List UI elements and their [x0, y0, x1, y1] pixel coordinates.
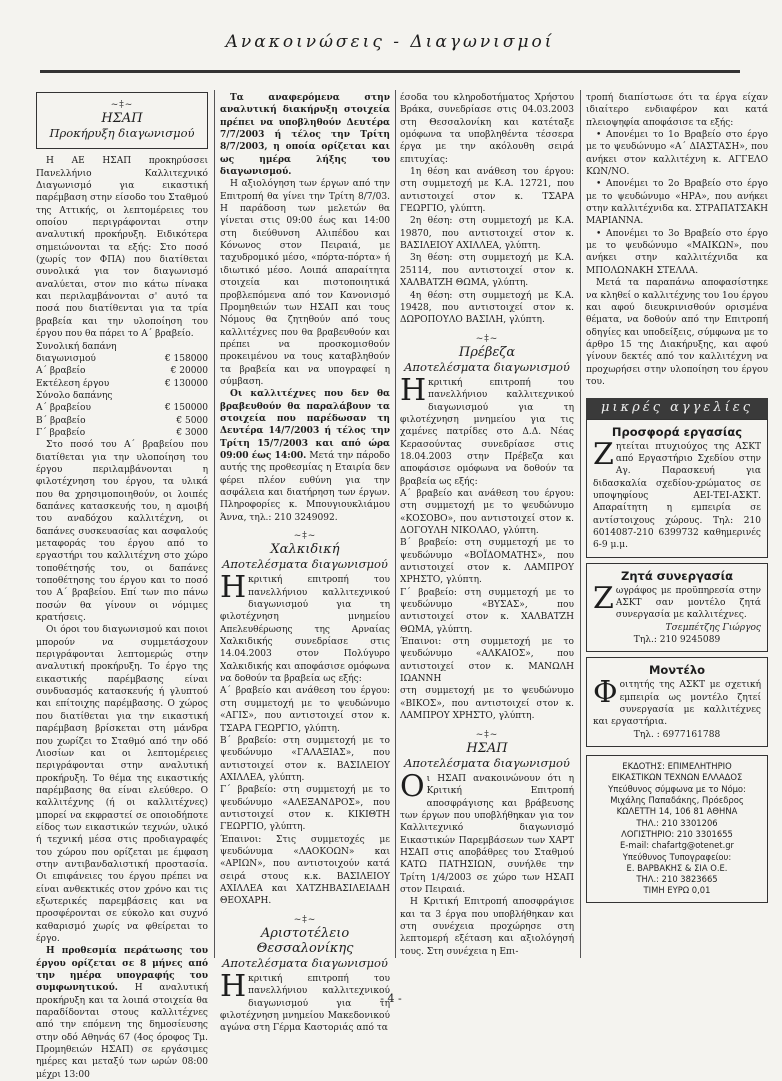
publisher-line: ΛΟΓΙΣΤΗΡΙΟ: 210 3301655	[621, 828, 733, 839]
paragraph: Στο ποσό του Α΄ βραβείου που διατίθεται για την υλοποίηση του έργου περιλαμβάνονται η φιλοτέχνηση του έργου, τα υλικά που θα χρησιμοποιηθούν, οι λοιπές δαπάνες κατασκευής του, η αμοιβή του αναδόχου καλλιτέχνη, οι δαπάνες συσκευασίας και ασφαλούς μεταφοράς του έργου από το εργαστήρι του καλλιτέχνη στο χώρο τοποθέτησής του, οι δαπάνες τοποθέτησης του έργου και το ποσό του Α΄ βραβείου. Επί των πιο πάνω ποσών θα γίνουν οι νόμιμες κρατήσεις.	[36, 440, 208, 624]
budget-heading: Σύνολο δαπάνης	[36, 390, 113, 401]
budget-heading: Συνολική δαπάνη	[36, 341, 117, 352]
paragraph: Γ΄ βραβείο: στη συμμετοχή με το ψευδώνυμο «ΒΥΣΑΣ», που αντιστοιχεί στον κ. ΧΑΛΒΑΤΖΗ ΘΩΜΑ, γλύπτη.	[400, 587, 574, 635]
section-title: Χαλκιδική	[270, 542, 340, 558]
ad-phone: Τηλ. : 6977161788	[633, 729, 721, 740]
ad-title: Προσφορά εργασίας	[611, 424, 743, 439]
section-subtitle: Αποτελέσματα διαγωνισμού	[222, 956, 388, 970]
paragraph: Οι ΗΣΑΠ ανακοινώνουν ότι η Κριτική Επιτροπή αποσφράγισης και βράβευσης των έργων που υποβλήθηκαν για τον Καλλιτεχνικό διαγωνισμό Εικαστικών Παρεμβάσεων των ΧΑΡΤ ΗΣΑΠ στις αποβάθρες του Σταθμού ΚΑΤΩ ΠΑΤΗΣΙΩΝ, συνήλθε την Τρίτη 1/4/2003 σε χώρο των ΗΣΑΠ στον Πειραιά.	[400, 768, 574, 895]
publisher-line: ΤΙΜΗ ΕΥΡΩ 0,01	[643, 885, 711, 896]
ad-text: Ζωγράφος με προϋπηρεσία στην ΑΣΚΤ σαν μοντέλο ζητά συνεργασία με καλλιτέχνες.	[593, 580, 761, 621]
paragraph: Έπαινοι: Στις συμμετοχές με ψευδώνυμα «ΛΑΟΚΟΩΝ» και «ΑΡΙΩΝ», που αντιστοιχούν κατά σειρά στους κ.κ. ΒΑΣΙΛΕΙΟΥ ΑΧΙΛΛΕΑ και ΧΑΤΖΗΒΑΣΙΛΕΙΑΔΗ ΘΕΟΧΑΡΗ.	[220, 834, 390, 907]
ad-contact-name: Τσεμπέτζης Γιώργος	[665, 622, 761, 633]
paragraph: Οι καλλιτέχνες που δεν θα βραβευθούν θα παραλάβουν τα στοιχεία που παρέδωσαν τη Δευτέρα 14/7/2003 ή τέλος την Τρίτη 15/7/2003 και από ώρα 09:00 έως 14:00. Μετά την πάροδο αυτής της προθεσμίας η Εταιρία δεν φέρει πλέον ευθύνη για την ασφάλεια και διατήρηση των έργων. Πληροφορίες κ. Μπουγιουκλιάμου Άννα, τηλ.: 210 3249092.	[220, 389, 390, 523]
paragraph: Β΄ βραβείο: στη συμμετοχή με το ψευδώνυμο «ΒΟΪΔΟΜΑΤΗΣ», που αντιστοιχεί στον κ. ΛΑΜΠΡΟΥ ΧΡΗΣΤΟ, γλύπτη.	[400, 538, 574, 586]
classified-ad	[586, 563, 768, 653]
column-divider	[395, 90, 396, 958]
paragraph: Ηκριτική επιτροπή του πανελλήνιου καλλιτεχνικού διαγωνισμού για τη φιλοτέχνηση μνημείου Απελευθέρωσης της Αρναίας Χαλκιδικής συνεδρίασε στις 14.04.2003 στον Πολύγυρο Χαλκιδικής και αποφάσισε ομόφωνα να δοθούν τα βραβεία ως εξής:	[220, 570, 390, 685]
paragraph: 2η θέση: στη συμμετοχή με Κ.Α. 19870, που αντιστοιχεί στον κ. ΒΑΣΙΛΕΙΟΥ ΑΧΙΛΛΕΑ, γλύπτη.	[400, 216, 574, 252]
paragraph: Η αξιολόγηση των έργων από την Επιτροπή θα γίνει την Τρίτη 8/7/03. Η παράδοση των μελετών θα γίνεται στις 09:00 έως και 14:00 στη διεύθυνση Αλιπέδου και Κόνωνος στον Πειραιά, με ταχυδρομικό μέσο, «πόρτα-πόρτα» ή ιδιωτικό μέσο. Λοιπά απαραίτητα στοιχεία και πιστοποιητικά προβλεπόμενα από τον Κανονισμό Προμηθειών των ΗΣΑΠ και τους Νόμους θα ζητηθούν από τους καλλιτέχνες που θα βραβευθούν και πρέπει να προσκομισθούν προκειμένου να τους καταβληθούν τα βραβεία και να υπογραφεί η σύμβαση.	[220, 179, 390, 387]
column-2	[220, 92, 390, 1034]
list-item: • Απονέμει το 2ο Βραβείο στο έργο με το ψευδώνυμο «ΗΡΑ», που ανήκει στην καλλιτέχνιδα κα. ΣΤΡΑΠΑΤΣΑΚΗ ΜΑΡΙΑΝΝΑ.	[586, 179, 768, 227]
publisher-line: ΤΗΛ.: 210 3301206	[636, 817, 718, 828]
section-subtitle: Προκήρυξη διαγωνισμού	[49, 126, 195, 141]
paragraph: Α΄ βραβείο και ανάθεση του έργου: στη συμμετοχή με το ψευδώνυμο «ΑΓΙΣ», που αντιστοιχεί στον κ. ΤΣΑΡΑ ΓΕΩΡΓΙΟ, γλύπτη.	[220, 686, 390, 734]
paragraph: έσοδα του κληροδοτήματος Χρήστου Βράκα, συνεδρίασε στις 04.03.2003 στη Θεσσαλονίκη και κατέταξε ομόφωνα τα υποβληθέντα τέσσερα έργα με την ακόλουθη σειρά επιτυχίας:	[400, 93, 574, 165]
publisher-line: E-mail: chafartg@otenet.gr	[619, 840, 734, 851]
column-divider	[214, 90, 215, 958]
column-divider	[580, 90, 581, 958]
prize-row: Γ΄ βραβείο € 3000	[36, 427, 208, 438]
section-subtitle: Αποτελέσματα διαγωνισμού	[404, 359, 570, 374]
paragraph: Οι όροι του διαγωνισμού και ποιοι μπορούν να συμμετάσχουν περιγράφονται λεπτομερώς στην αναλυτική προκήρυξη. Το έργο της εικαστικής παρέμβασης είναι συνδυασμός κατασκευής ή γλυπτού και επίτοιχης παρέμβασης. Ο χώρος που διατίθεται για την εικαστική παρέμβαση βρίσκεται στη μάνδρα που χωρίζει το Σταθμό από την οδό Λιοσίων και οι λεπτομέρειες περιγράφονται στην αναλυτική προκήρυξη. Το θέμα της εικαστικής παρέμβασης θα είναι ελεύθερο. Ο καλλιτέχνης (ή οι καλλιτέχνες) μπορεί να εκφραστεί σε οποιοδήποτε είδος των εικαστικών τεχνών, υλικό ή τεχνική μέσα στις προδιαγραφές του χώρου που ορίζεται με έμφαση στην αντιβανδαλιστική προστασία. Οι επιφάνειες του έργου πρέπει να είναι ανθεκτικές στον χρόνο και τις εξωτερικές παρεμβάσεις και να προσφέρονται σε εύκολο και συχνό καθαρισμό χωρίς να φθείρεται το έργο.	[36, 625, 208, 944]
ad-phone: Τηλ.: 210 9245089	[633, 635, 721, 646]
paragraph: Γ΄ βραβείο: στη συμμετοχή με το ψευδώνυμο «ΑΛΕΞΑΝΔΡΟΣ», που αντιστοιχεί στον κ. ΚΙΚΙΘΤΗ ΓΕΩΡΓΙΟ, γλύπτη.	[220, 785, 390, 833]
ornament-icon: ~‡~	[475, 729, 499, 740]
paragraph: 3η θέση: στη συμμετοχή με Κ.Α. 25114, που αντιστοιχεί στον κ. ΧΑΛΒΑΤΖΗ ΘΩΜΑ, γλύπτη.	[400, 253, 574, 289]
paragraph: Η Κριτική Επιτροπή αποσφράγισε και τα 3 έργα που υποβλήθηκαν και στη συνέχεια προχώρησε στη λεπτομερή εξέταση και αξιολόγησή τους. Στη συνέχεια η Επι-	[400, 897, 574, 957]
ad-text: Φοιτητής της ΑΣΚΤ με σχετική εμπειρία ως μοντέλο ζητεί συνεργασία με καλλιτέχνες και εργαστήρια.	[593, 675, 761, 728]
classified-ad	[586, 419, 768, 558]
ad-title: Μοντέλο	[648, 663, 706, 678]
page-number: - 4 -	[380, 992, 402, 1005]
masthead	[40, 14, 740, 74]
paragraph: Α΄ βραβείο και ανάθεση του έργου: στη συμμετοχή με το ψευδώνυμο «ΚΟΣΟΒΟ», που αντιστοιχεί στον κ. ΔΟΓΟΥΛΗ ΝΙΚΟΛΑΟ, γλύπτη.	[400, 488, 574, 536]
budget-row: Α΄ βραβείο € 20000	[36, 366, 208, 377]
publisher-box	[586, 755, 768, 903]
ad-text: Ζητείται πτυχιούχος της ΑΣΚΤ από Εργαστήριο Σχεδίου στην Αγ. Παρασκευή για διδασκαλία σχεδίου-χρώματος σε υποψηφίους ΑΕΙ-ΤΕΙ-ΑΣΚΤ. Απαραίτητη η εμπειρία σε αντίστοιχους χώρους. Τηλ: 210 6014087-210 6399732 καθημερινές 6-9 μ.μ.	[593, 436, 761, 551]
publisher-line: ΚΩΛΕΤΤΗ 14, 106 81 ΑΘΗΝΑ	[616, 806, 738, 817]
paragraph: τροπή διαπίστωσε ότι τα έργα είχαν ιδιαίτερο ενδιαφέρον και κατά πλειοψηφία αποφάσισε τα εξής:	[586, 93, 768, 128]
section-subtitle: Αποτελέσματα διαγωνισμού	[404, 755, 570, 770]
section-title: Αριστοτέλειο Θεσσαλονίκης	[256, 926, 354, 956]
publisher-line: Μιχάλης Παπαδάκης, Πρόεδρος	[610, 795, 744, 806]
paragraph: 4η θέση: στη συμμετοχή με Κ.Α. 19428, που αντιστοιχεί στον κ. ΔΩΡΟΠΟΥΛΟ ΒΑΣΙΛΗ, γλύπτη.	[400, 290, 574, 326]
section-title: ΗΣΑΠ	[466, 740, 508, 756]
publisher-line: ΕΙΚΑΣΤΙΚΩΝ ΤΕΧΝΩΝ ΕΛΛΑΔΟΣ	[611, 772, 743, 783]
paragraph: Τα αναφερόμενα στην αναλυτική διακήρυξη στοιχεία πρέπει να υποβληθούν Δευτέρα 7/7/2003 ή τέλος την Τρίτη 8/7/2003, η οποία ορίζεται και ως ημέρα λήξης του διαγωνισμού.	[220, 93, 390, 178]
column-4	[586, 92, 768, 957]
list-item: • Απονέμει το 1ο Βραβείο στο έργο με το ψευδώνυμο «Α΄ ΔΙΑΣΤΑΣΗ», που ανήκει στον καλλιτέχνη κ. ΑΓΓΕΛΟ ΚΩΝ/ΝΟ.	[586, 130, 768, 178]
ornament-icon: ~‡~	[293, 914, 317, 925]
section-subtitle: Αποτελέσματα διαγωνισμού	[222, 557, 388, 572]
publisher-line: Υπεύθυνος Τυπογραφείου:	[622, 851, 732, 862]
paragraph: Β΄ βραβείο: στη συμμετοχή με το ψευδώνυμο «ΓΑΛΑΞΙΑΣ», που αντιστοιχεί στον κ. ΒΑΣΙΛΕΙΟΥ ΑΧΙΛΛΕΑ, γλύπτη.	[220, 735, 390, 783]
section-title: Πρέβεζα	[458, 344, 516, 360]
paragraph: 1η θέση και ανάθεση του έργου: στη συμμετοχή με Κ.Α. 12721, που αντιστοιχεί στον κ. ΤΣΑΡΑ ΓΕΩΡΓΙΟ, γλύπτη.	[400, 167, 574, 215]
budget-row: διαγωνισμού € 158000	[36, 353, 208, 364]
classifieds-heading: μικρές αγγελίες	[586, 398, 768, 418]
list-item: • Απονέμει το 3ο Βραβείο στο έργο με το ψευδώνυμο «ΜΑΙΚΩΝ», που ανήκει στην καλλιτέχνιδα κα ΜΠΟΛΩΝΑΚΗ ΣΤΕΛΛΑ.	[586, 228, 768, 276]
budget-row: Εκτέλεση έργου € 130000	[36, 378, 208, 389]
publisher-line: Υπεύθυνος σύμφωνα με το Νόμο:	[608, 783, 746, 794]
ornament-icon: ~‡~	[475, 333, 499, 344]
column-3	[400, 92, 574, 957]
section-box	[36, 92, 208, 149]
paragraph: Η προθεσμία περάτωσης του έργου ορίζεται σε 8 μήνες από την ημέρα υπογραφής του συμφωνητικού. Η αναλυτική προκήρυξη και τα λοιπά στοιχεία θα παραδίδονται στους καλλιτέχνες από την επόμενη της δημοσίευσης στην οδό Αθηνάς 67 (4ος όροφος Τμ. Προμηθειών ΗΣΑΠ) σε εργάσιμες ημέρες και μεταξύ των ωρών 08:00 μέχρι 13:00	[36, 946, 208, 1080]
prize-row: Α΄ βραβείου € 150000	[36, 403, 208, 414]
section-title: ΗΣΑΠ	[101, 111, 143, 127]
publisher-line: ΤΗΛ.: 210 3823665	[636, 874, 718, 885]
ornament-icon: ~‡~	[293, 531, 317, 542]
paragraph: Μετά τα παραπάνω αποφασίστηκε να κληθεί ο καλλιτέχνης του 1ου έργου και αφού διευκρινισθούν ορισμένα θέματα, να δοθούν από την Επιτροπή οδηγίες και υποδείξεις, σύμφωνα με το άρθρο 15 της Διακήρυξης, και αφού γίνουν δεκτές από τον καλλιτέχνη να προχωρήσει στην υλοποίηση του έργου του.	[586, 278, 768, 387]
paragraph: Ηκριτική επιτροπή του πανελλήνιου καλλιτεχνικού διαγωνισμού για τη φιλοτέχνηση μνημείου Μακεδονικού αγώνα στη Γέρμα Καστοριάς από τα	[220, 969, 390, 1034]
classified-ad	[586, 657, 768, 747]
ornament-icon: ~‡~	[110, 100, 134, 110]
publisher-line: Ε. ΒΑΡΒΑΚΗΣ & ΣΙΑ Ο.Ε.	[626, 862, 728, 873]
paragraph: στη συμμετοχή με το ψευδώνυμο «ΒΙΚΟΣ», που αντιστοιχεί στον κ. ΛΑΜΠΡΟΥ ΧΡΗΣΤΟ, γλύπτη.	[400, 686, 574, 722]
page-header-title: Ανακοινώσεις - Διαγωνισμοί	[225, 32, 555, 52]
ad-title: Ζητά συνεργασία	[620, 568, 734, 583]
paragraph: Έπαινοι: στη συμμετοχή με το ψευδώνυμο «ΑΛΚΑΙΟΣ», που αντιστοιχεί στον κ. ΜΑΝΩΛΗ ΙΩΑΝΝΗ	[400, 637, 574, 685]
prize-row: Β΄ βραβείο € 5000	[36, 415, 208, 426]
publisher-line: ΕΚΔΟΤΗΣ: ΕΠΙΜΕΛΗΤΗΡΙΟ	[622, 761, 732, 772]
column-1	[36, 92, 208, 1080]
paragraph: Ηκριτική επιτροπή του πανελλήνιου καλλιτεχνικού διαγωνισμού για τη φιλοτέχνηση μνημείου για τις χαμένες πατρίδες στο Δ.Δ. Νέας Κερασούντας συνεδρίασε στις 18.04.2003 στην Πρέβεζα και αποφάσισε ομόφωνα να δοθούν τα βραβεία ως εξής:	[400, 372, 574, 487]
header-rule	[40, 70, 740, 73]
paragraph: Η ΑΕ ΗΣΑΠ προκηρύσσει Πανελλήνιο Καλλιτεχνικό Διαγωνισμό για εικαστική παρέμβαση στην είσοδο του Σταθμού της Αττικής, οι λεπτομέρειες του οποίου περιγράφονται στην αναλυτική προκήρυξη. Ειδικότερα σημειώνονται τα εξής: Στο ποσό (χωρίς τον ΦΠΑ) που διατίθεται συνολικά για τον διαγωνισμό αναλύεται, στον πιο κάτω πίνακα και περιλαμβάνονται σ' αυτό τα ποσά που διατίθενται για τα τρία βραβεία και την υλοποίηση του έργου που θα πάρει το Α΄ βραβείο.	[36, 156, 208, 340]
